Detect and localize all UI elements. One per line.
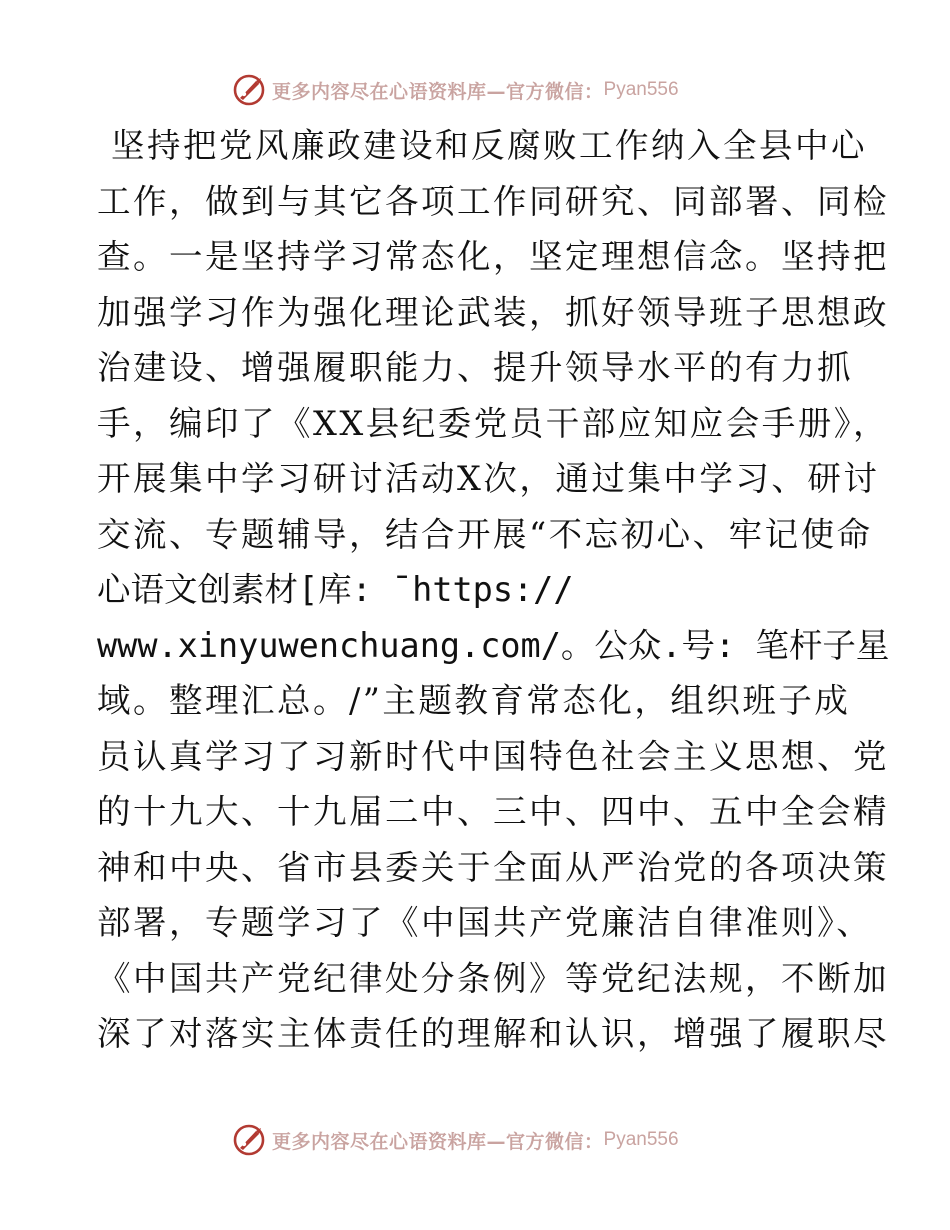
body-line: 加强学习作为强化理论武装，抓好领导班子思想政 bbox=[97, 292, 889, 332]
body-line: 坚持把党风廉政建设和反腐败工作纳入全县中心 bbox=[111, 126, 867, 165]
body-line: 《中国共产党纪律处分条例》等党纪法规，不断加 bbox=[97, 958, 889, 998]
body-line: 员认真学习了习新时代中国特色社会主义思想、党 bbox=[97, 736, 889, 776]
quill-seal-icon bbox=[232, 73, 266, 107]
body-line: www.xinyuwenchuang.com/。公众.号: 笔杆子星 bbox=[97, 625, 890, 665]
body-line: 手，编印了《XX县纪委党员干部应知应会手册》， bbox=[97, 403, 889, 443]
footer-wechat-id: Pyan556 bbox=[603, 1129, 679, 1150]
body-line: 神和中央、省市县委关于全面从严治党的各项决策 bbox=[97, 847, 889, 887]
body-line: 开展集中学习研讨活动X次，通过集中学习、研讨 bbox=[97, 459, 880, 498]
body-line: 的十九大、十九届二中、三中、四中、五中全会精 bbox=[97, 792, 889, 831]
body-line: 查。一是坚持学习常态化，坚定理想信念。坚持把 bbox=[97, 237, 889, 276]
header-wechat-id: Pyan556 bbox=[603, 79, 679, 100]
body-line: 深了对落实主体责任的理解和认识，增强了履职尽 bbox=[97, 1014, 889, 1053]
body-line: 交流、专题辅导，结合开展“不忘初心、牢记使命 bbox=[97, 514, 873, 554]
footer-banner bbox=[232, 1120, 732, 1160]
footer-banner-text: 更多内容尽在心语资料库—官方微信： bbox=[272, 1130, 604, 1153]
header-banner bbox=[232, 70, 732, 110]
header-banner-text: 更多内容尽在心语资料库—官方微信： bbox=[272, 80, 604, 103]
body-line: 治建设、增强履职能力、提升领导水平的有力抓 bbox=[97, 348, 853, 387]
quill-seal-icon bbox=[232, 1123, 266, 1157]
body-line: 工作，做到与其它各项工作同研究、同部署、同检 bbox=[97, 181, 889, 221]
body-line: 心语文创素材[库: ¯https:// bbox=[97, 570, 574, 609]
document-body bbox=[97, 118, 890, 1062]
body-line: 部署，专题学习了《中国共产党廉洁自律准则》、 bbox=[97, 903, 873, 942]
body-line: 域。整理汇总。/”主题教育常态化，组织班子成 bbox=[97, 681, 851, 720]
